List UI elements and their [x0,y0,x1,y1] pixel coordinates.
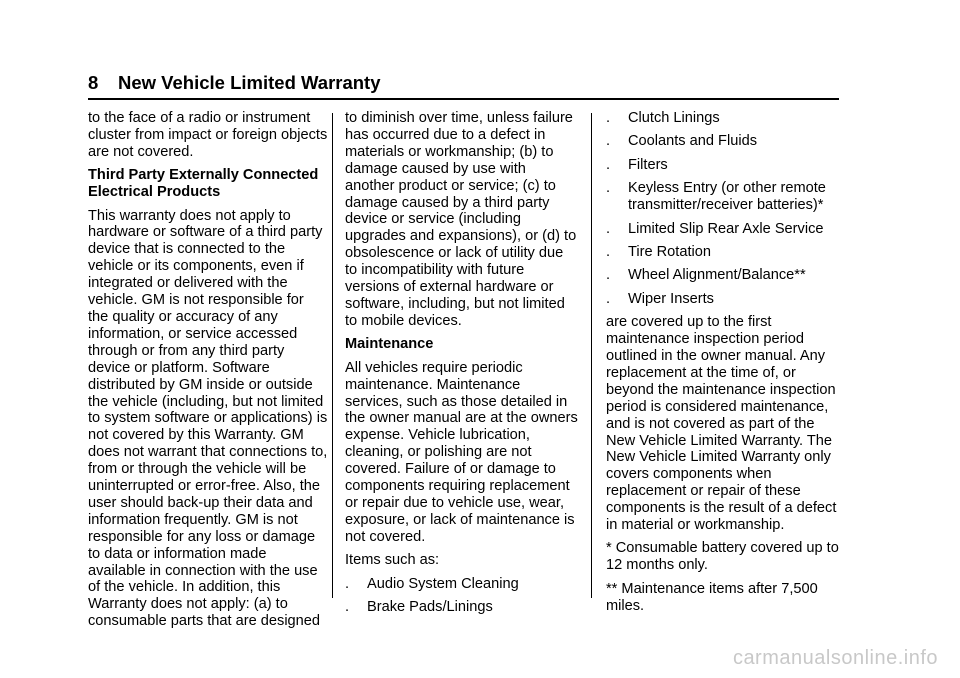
header-rule [88,98,839,100]
paragraph: to the face of a radio or instrument cluster from impact or foreign objects are not covered. [88,110,328,160]
paragraph: Items such as: [345,552,440,569]
section-heading: Maintenance [345,336,434,353]
column-2 [345,110,579,622]
bullet-glyph: . [606,243,611,260]
bullet-glyph: . [606,110,611,126]
list-item-text: Limited Slip Rear Axle Service [628,220,824,237]
watermark: carmanualsonline.info [732,647,938,669]
column-1 [88,110,328,637]
bullet-glyph: . [606,220,611,237]
list-item [606,133,841,150]
list-item [606,110,841,127]
list-item [606,291,841,308]
paragraph: to diminish over time, unless failure has occurred due to a defect in materials or workmanship; (b) to damage caused by use with another product or service; (c) to damage caused by a third party device or service (including upgrades and expansions), or (d) to obsolescence or lack of utility due to incompatibility with future versions of external hardware or software, including, but not limited to mobile devices. [345,110,577,329]
bullet-glyph: . [606,267,611,284]
list-item [606,244,841,261]
bullet-glyph: . [606,180,611,197]
page-number: 8 [88,72,99,93]
list-item-text: Wiper Inserts [628,290,714,307]
bullet-glyph: . [606,290,611,307]
page-header [88,72,381,94]
list-item-text: Tire Rotation [628,243,712,260]
list-item-text: Filters [628,156,668,173]
footnote: * Consumable battery covered up to 12 months only. [606,540,839,574]
paragraph: are covered up to the first maintenance inspection period outlined in the owner manual. Any replacement at the time of, or beyond the maintenance inspection period is considered maintenance, and is not covered as part of the New Vehicle Limited Warranty. The New Vehicle Limited Warranty only covers components when replacement or repair of these components is the result of a defect in material or workmanship. [606,314,837,534]
bullet-glyph: . [606,156,611,173]
list-item-text: Audio System Cleaning [367,575,519,592]
paragraph: All vehicles require periodic maintenance. Maintenance services, such as those detailed in the owner manual are at the owners expense. Vehicle lubrication, cleaning, or polishing are not covered. Failure of or damage to components requiring replacement or repair due to vehicle use, wear, exposure, or lack of maintenance is not covered. [345,359,578,545]
column-3 [606,110,841,621]
list-item [606,180,841,214]
page-title: New Vehicle Limited Warranty [118,72,381,93]
list-item-text: Coolants and Fluids [628,133,757,150]
list-item-text: Clutch Linings [628,110,720,126]
list-item [606,157,841,174]
footnote: ** Maintenance items after 7,500 miles. [606,580,818,614]
list-item-text: Brake Pads/Linings [367,598,493,615]
list-item [606,267,841,284]
column-divider-1 [332,113,333,598]
list-item-text: Keyless Entry (or other remote transmitter/receiver batteries)* [628,180,826,214]
list-item-text: Wheel Alignment/Balance** [628,267,806,284]
section-heading: Third Party Externally Connected Electrical Products [88,167,319,201]
bullet-glyph: . [606,133,611,150]
bullet-glyph: . [345,575,350,592]
list-item [606,221,841,238]
column-divider-2 [591,113,592,598]
list-item [345,599,579,616]
list-item [345,576,579,593]
paragraph: This warranty does not apply to hardware or software of a third party device that is connected to the vehicle or its components, even if integrated or delivered with the vehicle. GM is not responsible for the quality or accuracy of any information, or service accessed through or from any third party device or platform. Software distributed by GM inside or outside the vehicle (including, but not limited to system software or applications) is not covered by this Warranty. GM does not warrant that connections to, from or through the vehicle will be uninterrupted or error-free. Also, the user should back-up their data and information frequently. GM is not responsible for any loss or damage to data or information made available in connection with the use of the vehicle. In addition, this Warranty does not apply: (a) to consumable parts that are designed [88,207,328,630]
bullet-glyph: . [345,598,350,615]
